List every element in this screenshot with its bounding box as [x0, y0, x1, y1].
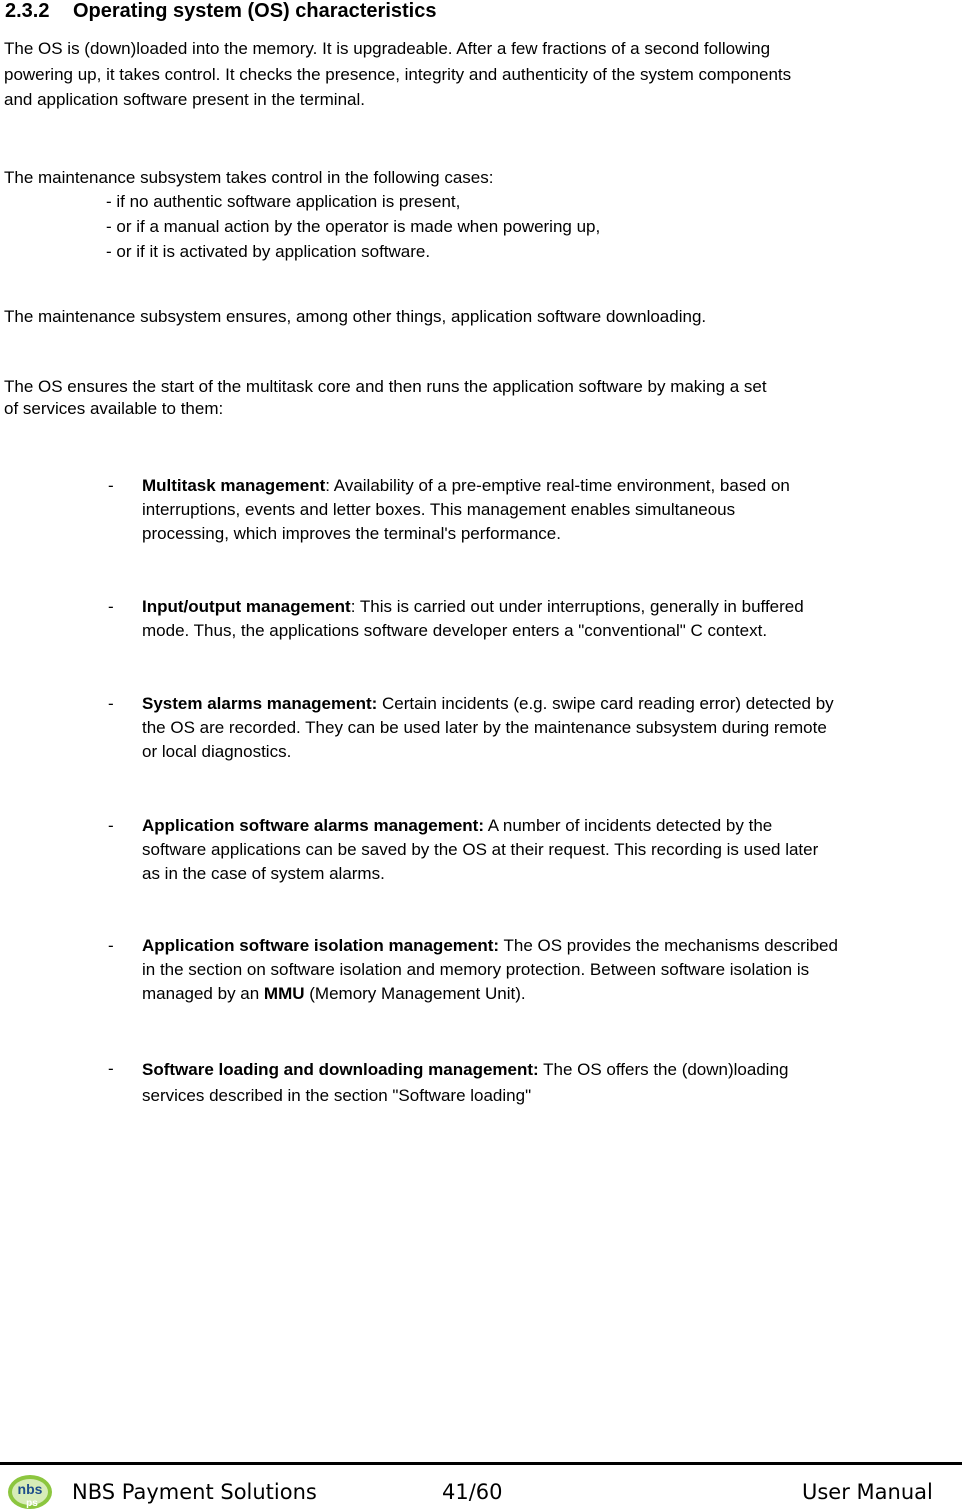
maintenance-cases [106, 189, 600, 264]
bullet-dash: - [108, 597, 114, 616]
service-text: processing, which improves the terminal's performance. [142, 524, 561, 543]
service-text: This is carried out under interruptions, generally in buffered [355, 597, 804, 616]
bullet-dash: - [108, 816, 114, 835]
footer-rule [0, 1462, 962, 1465]
service-text: The OS provides the mechanisms described [499, 936, 838, 955]
maintenance-case: - or if it is activated by application software. [106, 242, 431, 261]
section-number: 2.3.2 [5, 0, 50, 22]
footer-company: NBS Payment Solutions [72, 1480, 317, 1504]
logo-text-nbs: nbs [17, 1481, 43, 1497]
maintenance-case: - if no authentic software application is present, [106, 192, 461, 211]
bullet-dash: - [108, 694, 114, 713]
service-text: interruptions, events and letter boxes. This management enables simultaneous [142, 500, 736, 519]
service-isolation [142, 934, 838, 1006]
footer-doc-title: User Manual [802, 1480, 933, 1504]
intro-line: powering up, it takes control. It checks the presence, integrity and authenticity of the system components [4, 64, 792, 84]
intro-line: and application software present in the terminal. [4, 90, 365, 109]
service-app-alarms [142, 814, 818, 886]
service-title: Software loading and downloading management: [142, 1060, 539, 1079]
section-title: Operating system (OS) characteristics [73, 0, 437, 22]
services-intro-line: of services available to them: [4, 399, 224, 418]
service-io [142, 595, 804, 643]
service-text: Certain incidents (e.g. swipe card reading error) detected by [377, 694, 834, 713]
service-text: (Memory Management Unit). [304, 984, 526, 1003]
service-text: The OS offers the (down)loading [538, 1060, 789, 1079]
service-text: or local diagnostics. [142, 742, 292, 761]
service-text: the OS are recorded. They can be used later by the maintenance subsystem during remote [142, 718, 827, 737]
service-text: as in the case of system alarms. [142, 864, 385, 883]
intro-paragraph [4, 36, 791, 113]
mmu-term: MMU [263, 984, 305, 1003]
service-text: Availability of a pre-emptive real-time environment, based on [330, 476, 790, 495]
bullet-dash: - [108, 476, 114, 495]
maintenance-lead: The maintenance subsystem takes control in the following cases: [4, 168, 494, 187]
maintenance-ensures: The maintenance subsystem ensures, among other things, application software downloading. [4, 307, 707, 326]
bullet-dash: - [108, 1059, 114, 1078]
service-loading [142, 1057, 788, 1109]
maintenance-case: - or if a manual action by the operator is made when powering up, [106, 217, 601, 236]
service-multitask [142, 474, 790, 546]
service-sep: : [325, 476, 330, 495]
service-text: in the section on software isolation and memory protection. Between software isolation is [142, 960, 810, 979]
services-intro [4, 376, 767, 420]
service-text: managed by an [142, 984, 264, 1003]
service-title: Multitask management [142, 476, 326, 495]
service-text: services described in the section "Software loading" [142, 1086, 532, 1105]
service-text: A number of incidents detected by the [483, 816, 773, 835]
logo-text-ps: ps [26, 1498, 38, 1509]
service-title: Application software alarms management: [142, 816, 484, 835]
section-heading [5, 0, 436, 22]
service-title: Application software isolation management: [142, 936, 500, 955]
service-title: Input/output management [142, 597, 351, 616]
intro-line: The OS is (down)loaded into the memory. It is upgradeable. After a few fractions of a second following [4, 39, 771, 58]
services-intro-line: The OS ensures the start of the multitask core and then runs the application software by making a set [4, 377, 767, 396]
service-text: mode. Thus, the applications software developer enters a "conventional" C context. [142, 621, 768, 640]
service-sep: : [350, 597, 356, 616]
service-title: System alarms management: [142, 694, 378, 713]
nbs-logo-icon [6, 1472, 54, 1510]
service-system-alarms [142, 692, 834, 764]
bullet-dash: - [108, 936, 114, 955]
service-text: software applications can be saved by the OS at their request. This recording is used later [142, 840, 819, 859]
footer-page-number: 41/60 [442, 1480, 503, 1504]
